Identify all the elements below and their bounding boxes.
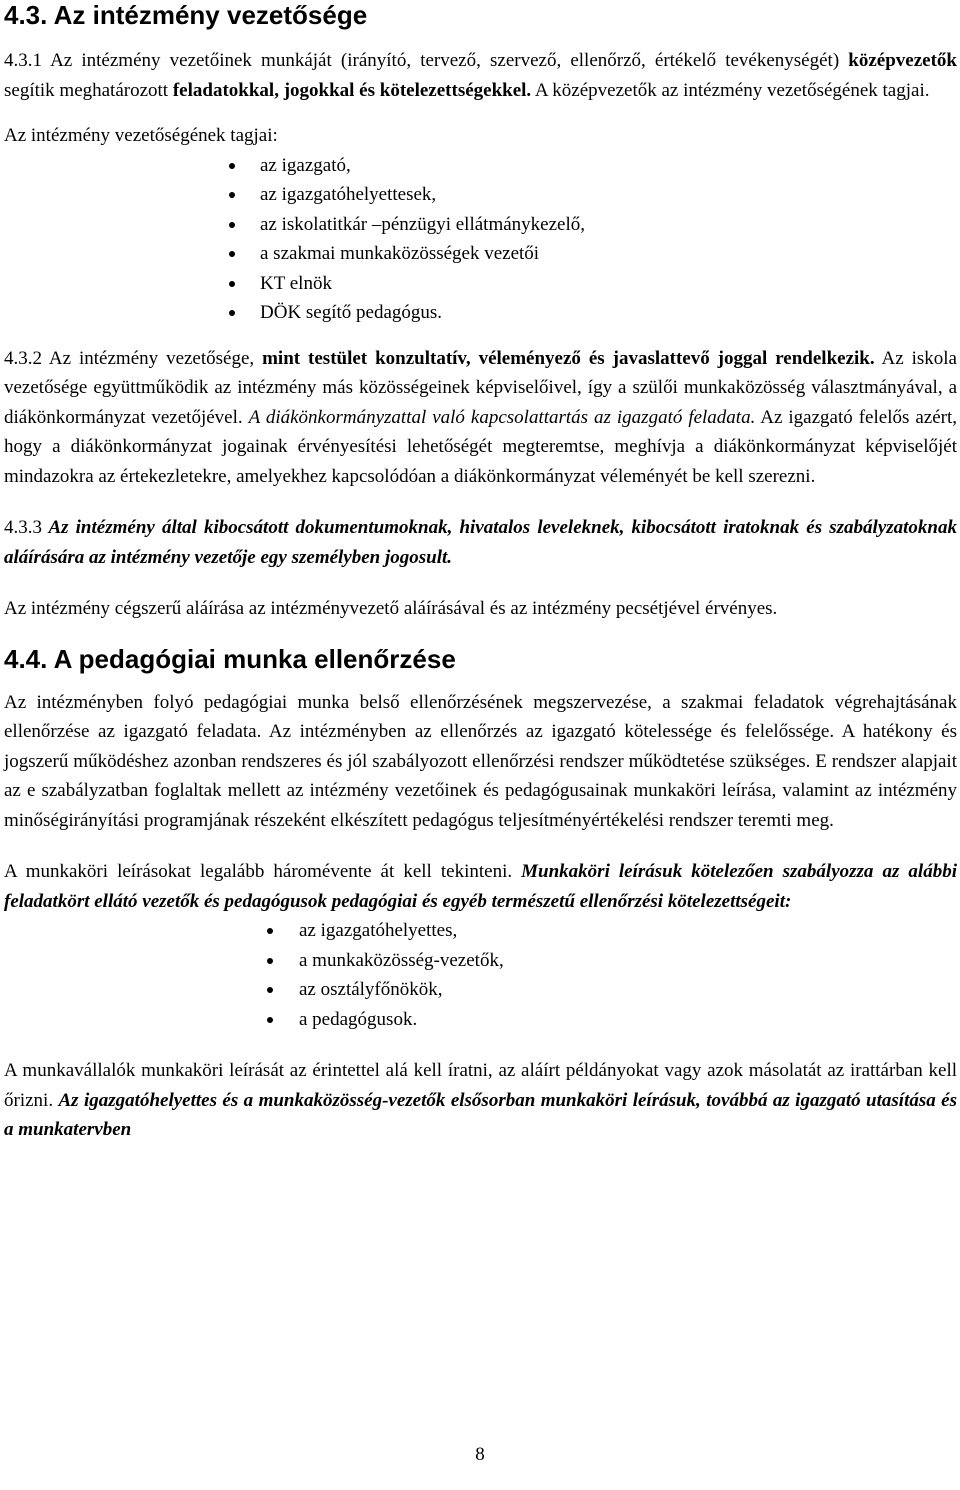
paragraph-4-3-1: 4.3.1 Az intézmény vezetőinek munkáját (irányító, tervező, szervező, ellenőrző, értékelő tevékenységét) középvezetők segítik meghatározott feladatokkal, jogokkal és kötelezettségekkel. A középvezetők az intézmény vezetőségének tagjai. [4,50,957,101]
clause-number: 4.3.2 [4,347,42,369]
paragraph-job-descriptions: A munkaköri leírásokat legalább háromévente át kell tekinteni. Munkaköri leírásuk kötelezően szabályozza az alábbi feladatkört ellátó vezetők és pedagógusok pedagógiai és egyéb természetű ellenőrzési kötelezettségeit: [4,861,957,912]
list-item: a munkaközösség-vezetők, [4,946,957,976]
leadership-members-list [4,151,957,328]
paragraph-4-3-3: 4.3.3 Az intézmény által kibocsátott dokumentumoknak, hivatalos leveleknek, kibocsátott iratoknak és szabályzatoknak aláírására az intézmény vezetője egy személyben jogosult. [4,517,957,568]
clause-number: 4.3.3 [4,517,42,538]
members-intro: Az intézmény vezetőségének tagjai: [4,125,278,146]
list-item: az iskolatitkár –pénzügyi ellátmánykezelő, [4,210,957,240]
list-item: a szakmai munkaközösségek vezetői [4,239,957,269]
paragraph-employees: A munkavállalók munkaköri leírását az érintettel alá kell íratni, az aláírt példányokat vagy azok másolatát az irattárban kell őrizni. Az igazgatóhelyettes és a munkaközösség-vezetők elsősorban munkaköri leírásuk, továbbá az igazgató utasítása és a munkatervben [4,1060,957,1140]
list-item: az igazgatóhelyettesek, [4,180,957,210]
paragraph-inspection-intro: Az intézményben folyó pedagógiai munka belső ellenőrzésének megszervezése, a szakmai feladatok végrehajtásának ellenőrzése az igazgató feladata. Az intézményben az ellenőrzés az igazgató kötelessége és felelőssége. A hatékony és jogszerű működéshez azonban rendszeres és jól szabályozott ellenőrzési rendszer működtetése szükséges. E rendszer alapjait az e szabályzatban foglaltak mellett az intézmény vezetőinek és pedagógusainak munkaköri leírása, valamint az intézmény minőségirányítási programjának részeként elkészített pedagógus teljesítményértékelési rendszer teremti meg. [4,691,957,831]
list-item: az osztályfőnökök, [4,975,957,1005]
page-number: 8 [475,1444,485,1465]
document-page [4,0,957,1145]
list-item: az igazgatóhelyettes, [4,916,957,946]
paragraph-signature: Az intézmény cégszerű aláírása az intézményvezető aláírásával és az intézmény pecsétjével érvényes. [4,598,778,619]
clause-number: 4.3.1 [4,50,42,71]
section-heading-4-3: 4.3. Az intézmény vezetősége [4,0,368,30]
list-item: KT elnök [4,269,957,299]
list-item: az igazgató, [4,151,957,181]
roles-list [4,916,957,1034]
section-heading-4-4: 4.4. A pedagógiai munka ellenőrzése [4,643,456,674]
list-item: DÖK segítő pedagógus. [4,298,957,328]
list-item: a pedagógusok. [4,1005,957,1035]
paragraph-4-3-2: 4.3.2 Az intézmény vezetősége, mint testület konzultatív, véleményező és javaslattevő joggal rendelkezik. Az iskola vezetősége együttműködik az intézmény más közösségeinek képviselőivel, így a szülői munkaközösség választmányával, a diákönkormányzat vezetőjével. A diákönkormányzattal való kapcsolattartás az igazgató feladata. Az igazgató felelős azért, hogy a diákönkormányzat jogainak érvényesítési lehetőségét megteremtse, meghívja a diákönkormányzat képviselőjét mindazokra az értekezletekre, amelyekhez kapcsolódóan a diákönkormányzat véleményét be kell szerezni. [4,347,957,487]
